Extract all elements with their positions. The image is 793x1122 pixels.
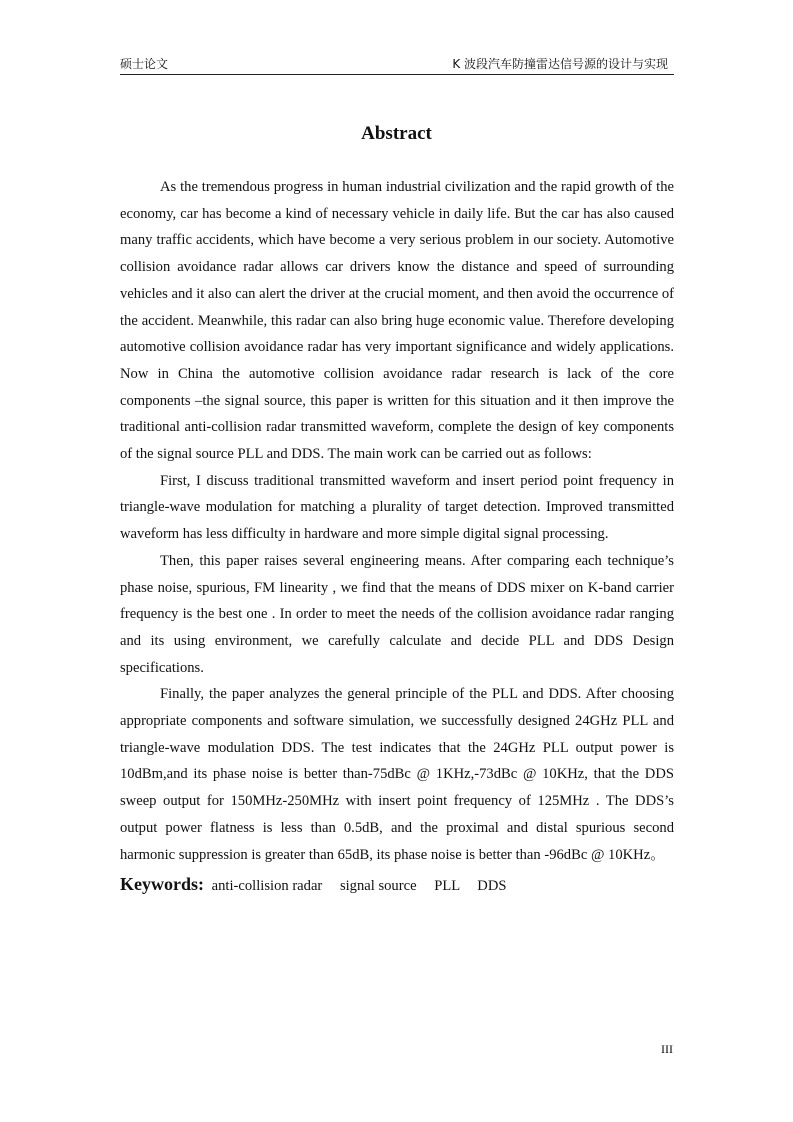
keywords-label: Keywords: xyxy=(120,874,204,895)
keyword: PLL xyxy=(434,878,460,895)
abstract-paragraph: As the tremendous progress in human industrial civilization and the rapid growth of the economy, car has become a kind of necessary vehicle in daily life. But the car has also caused many traffic accidents, which have become a very serious problem in our society. Automotive collision avoidance radar allows car drivers know the distance and speed of surrounding vehicles and it also can alert the driver at the crucial moment, and then avoid the occurrence of the accident. Meanwhile, this radar can also bring huge economic value. Therefore developing automotive collision avoidance radar has very important significance and widely applications. Now in China the automotive collision avoidance radar research is lack of the core components –the signal source, this paper is written for this situation and it then improve the traditional anti-collision radar transmitted waveform, complete the design of key components of the signal source PLL and DDS. The main work can be carried out as follows: xyxy=(120,179,674,463)
abstract-paragraph: Finally, the paper analyzes the general principle of the PLL and DDS. After choosing appropriate components and software simulation, we successfully designed 24GHz PLL and triangle-wave modulation DDS. The test indicates that the 24GHz PLL output power is 10dBm,and its phase noise is better than-75dBc @ 1KHz,-73dBc @ 10KHz, that the DDS sweep output for 150MHz-250MHz with insert point frequency of 125MHz . The DDS’s output power flatness is less than 0.5dB, and the proximal and distal spurious second harmonic suppression is greater than 65dB, its phase noise is better than -96dBc @ 10KHz。 xyxy=(120,686,674,863)
abstract-body xyxy=(120,174,674,900)
keywords-line xyxy=(120,870,674,900)
abstract-paragraph: First, I discuss traditional transmitted waveform and insert period point frequency in triangle-wave modulation for matching a plurality of target detection. Improved transmitted waveform has less difficulty in hardware and more simple digital signal processing. xyxy=(120,472,674,543)
keyword: DDS xyxy=(477,878,507,895)
running-header xyxy=(120,54,674,75)
keyword: anti-collision radar xyxy=(211,878,323,895)
page-number: III xyxy=(661,1042,673,1056)
abstract-title: Abstract xyxy=(361,123,432,144)
abstract-paragraph: Then, this paper raises several engineering means. After comparing each technique’s phase noise, spurious, FM linearity , we find that the means of DDS mixer on K-band carrier frequency is the best one . In order to meet the needs of the collision avoidance radar ranging and its using environment, we carefully calculate and decide PLL and DDS Design specifications. xyxy=(120,552,674,676)
header-thesis-title: K 波段汽车防撞雷达信号源的设计与实现 xyxy=(452,57,668,71)
header-thesis-type: 硕士论文 xyxy=(120,57,169,71)
keyword: signal source xyxy=(339,878,417,895)
